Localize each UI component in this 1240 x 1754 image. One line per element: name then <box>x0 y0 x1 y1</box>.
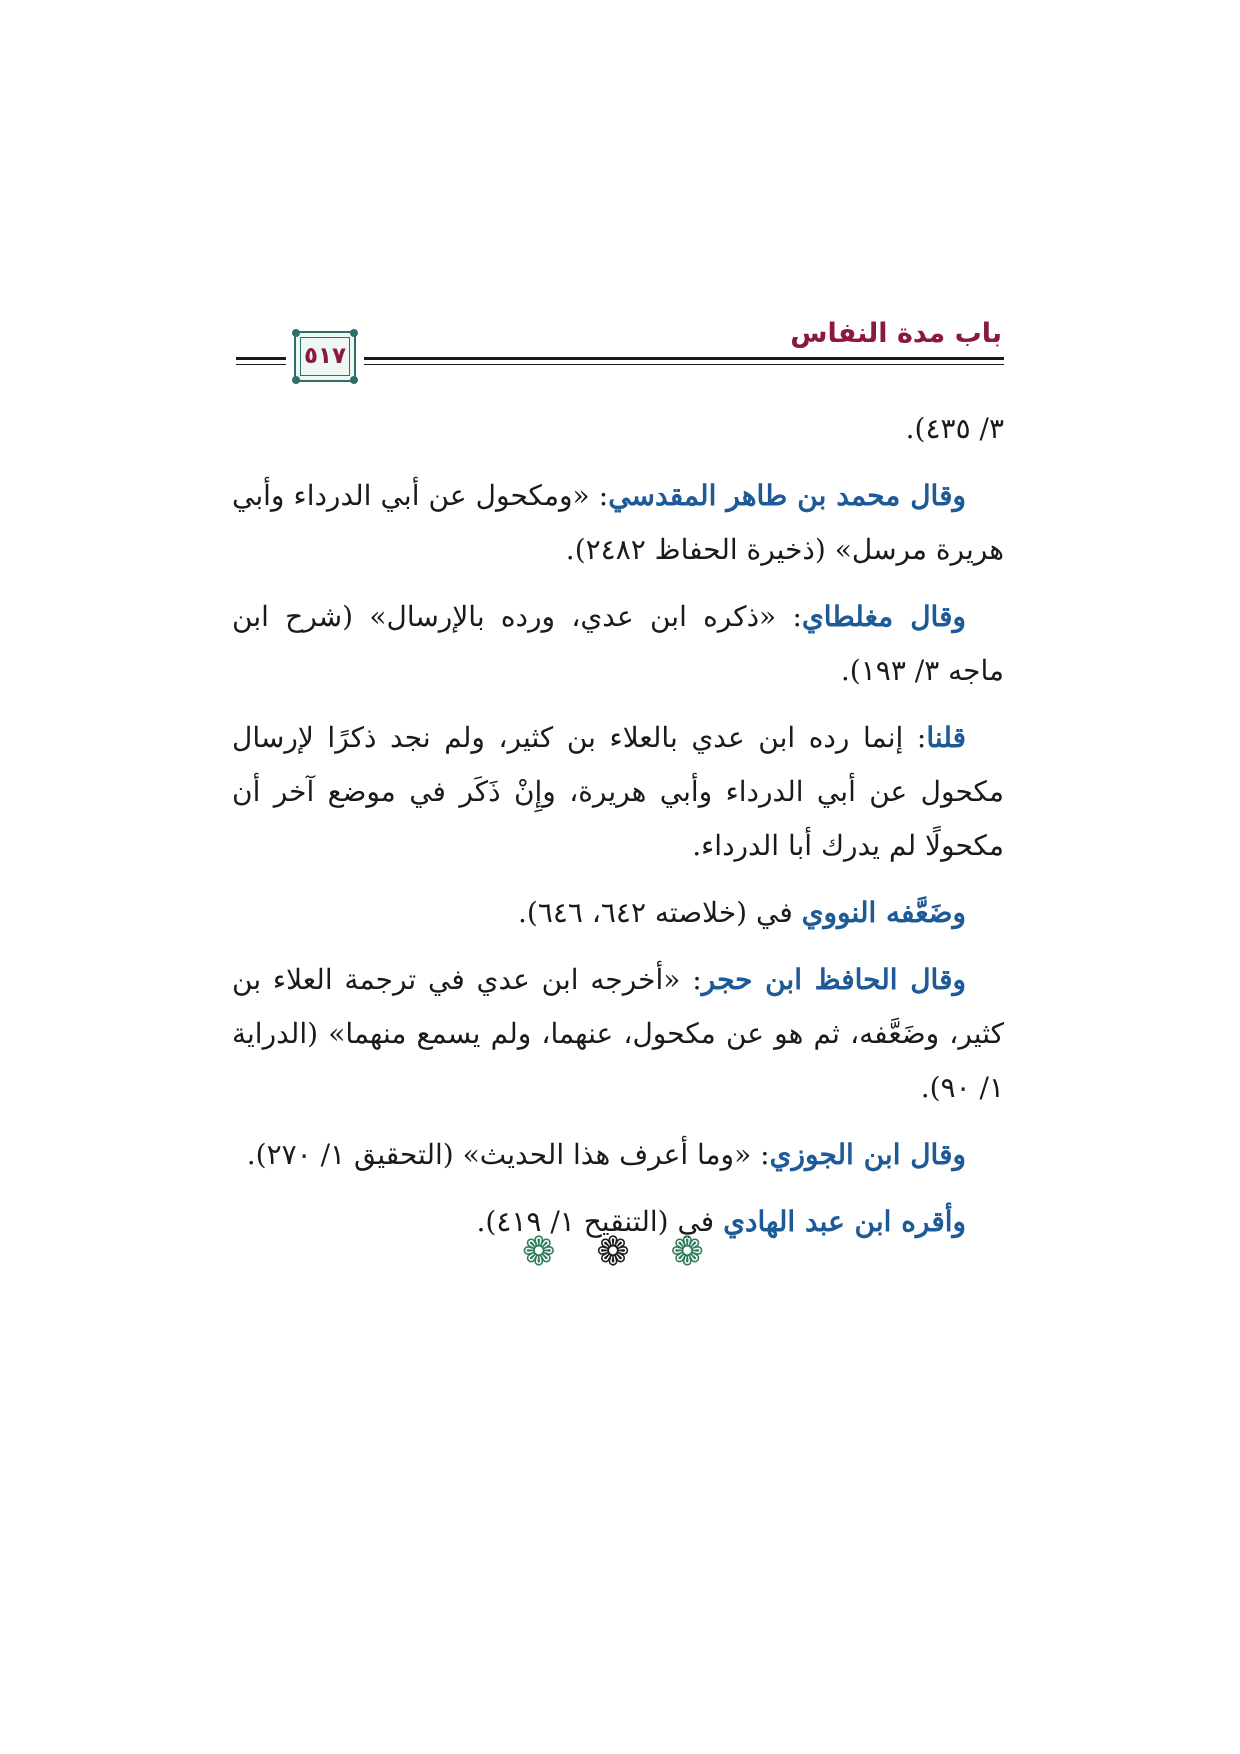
paragraph <box>232 711 1004 873</box>
paragraph <box>232 886 1004 940</box>
page-header <box>0 0 1240 400</box>
header-rule-left-top <box>236 357 286 360</box>
narrator-name: وقال محمد بن طاهر المقدسي <box>608 479 966 512</box>
header-rule-right-bottom <box>364 364 1004 365</box>
header-rule-right-top <box>364 357 1004 360</box>
paragraph-text: : إنما رده ابن عدي بالعلاء بن كثير، ولم نجد ذكرًا لإرسال مكحول عن أبي الدرداء وأبي هريرة، وإِنْ ذَكَر في موضع آخر أن مكحولًا لم يدرك أبا الدرداء. <box>232 721 1004 862</box>
frame-corner-ornament <box>292 376 300 384</box>
frame-corner-ornament <box>350 376 358 384</box>
page-number: ٥١٧ <box>303 343 347 369</box>
narrator-name: وقال مغلطاي <box>801 600 966 633</box>
paragraph <box>232 590 1004 698</box>
main-text <box>232 402 1004 1262</box>
ornament-flower-icon: ❁ <box>596 1229 644 1275</box>
page-number-frame <box>294 331 356 382</box>
ornament-flower-icon: ❁ <box>522 1229 570 1275</box>
chapter-title: باب مدة النفاس <box>790 318 1002 349</box>
section-end-ornaments <box>0 1229 1240 1275</box>
paragraph <box>232 402 1004 456</box>
paragraph-text: في (التنقيح ١/ ٤١٩). <box>476 1205 724 1238</box>
frame-corner-ornament <box>292 329 300 337</box>
paragraph-text: : «وما أعرف هذا الحديث» (التحقيق ١/ ٢٧٠). <box>246 1138 770 1171</box>
narrator-name: وقال ابن الجوزي <box>769 1138 966 1171</box>
header-rule-left-bottom <box>236 364 286 365</box>
paragraph-text: في (خلاصته ٦٤٢، ٦٤٦). <box>517 896 802 929</box>
paragraph <box>232 469 1004 577</box>
paragraph <box>232 1128 1004 1182</box>
paragraph <box>232 953 1004 1115</box>
paragraph-text: : «أخرجه ابن عدي في ترجمة العلاء بن كثير، وضَعَّفه، ثم هو عن مكحول، عنهما، ولم يسمع منهما» (الدراية ١/ ٩٠). <box>232 963 1004 1104</box>
narrator-name: وقال الحافظ ابن حجر <box>701 963 966 996</box>
narrator-name: قلنا <box>926 721 966 754</box>
paragraph-text: : «ذكره ابن عدي، ورده بالإرسال» (شرح ابن ماجه ٣/ ١٩٣). <box>232 600 1004 687</box>
ornament-flower-icon: ❁ <box>670 1229 718 1275</box>
paragraph-text: : «ومكحول عن أبي الدرداء وأبي هريرة مرسل» (ذخيرة الحفاظ ٢٤٨٢). <box>232 479 1004 566</box>
narrator-name: وأقره ابن عبد الهادي <box>723 1205 966 1238</box>
frame-corner-ornament <box>350 329 358 337</box>
paragraph-text: ٣/ ٤٣٥). <box>905 412 1004 445</box>
narrator-name: وضَعَّفه النووي <box>801 896 966 929</box>
